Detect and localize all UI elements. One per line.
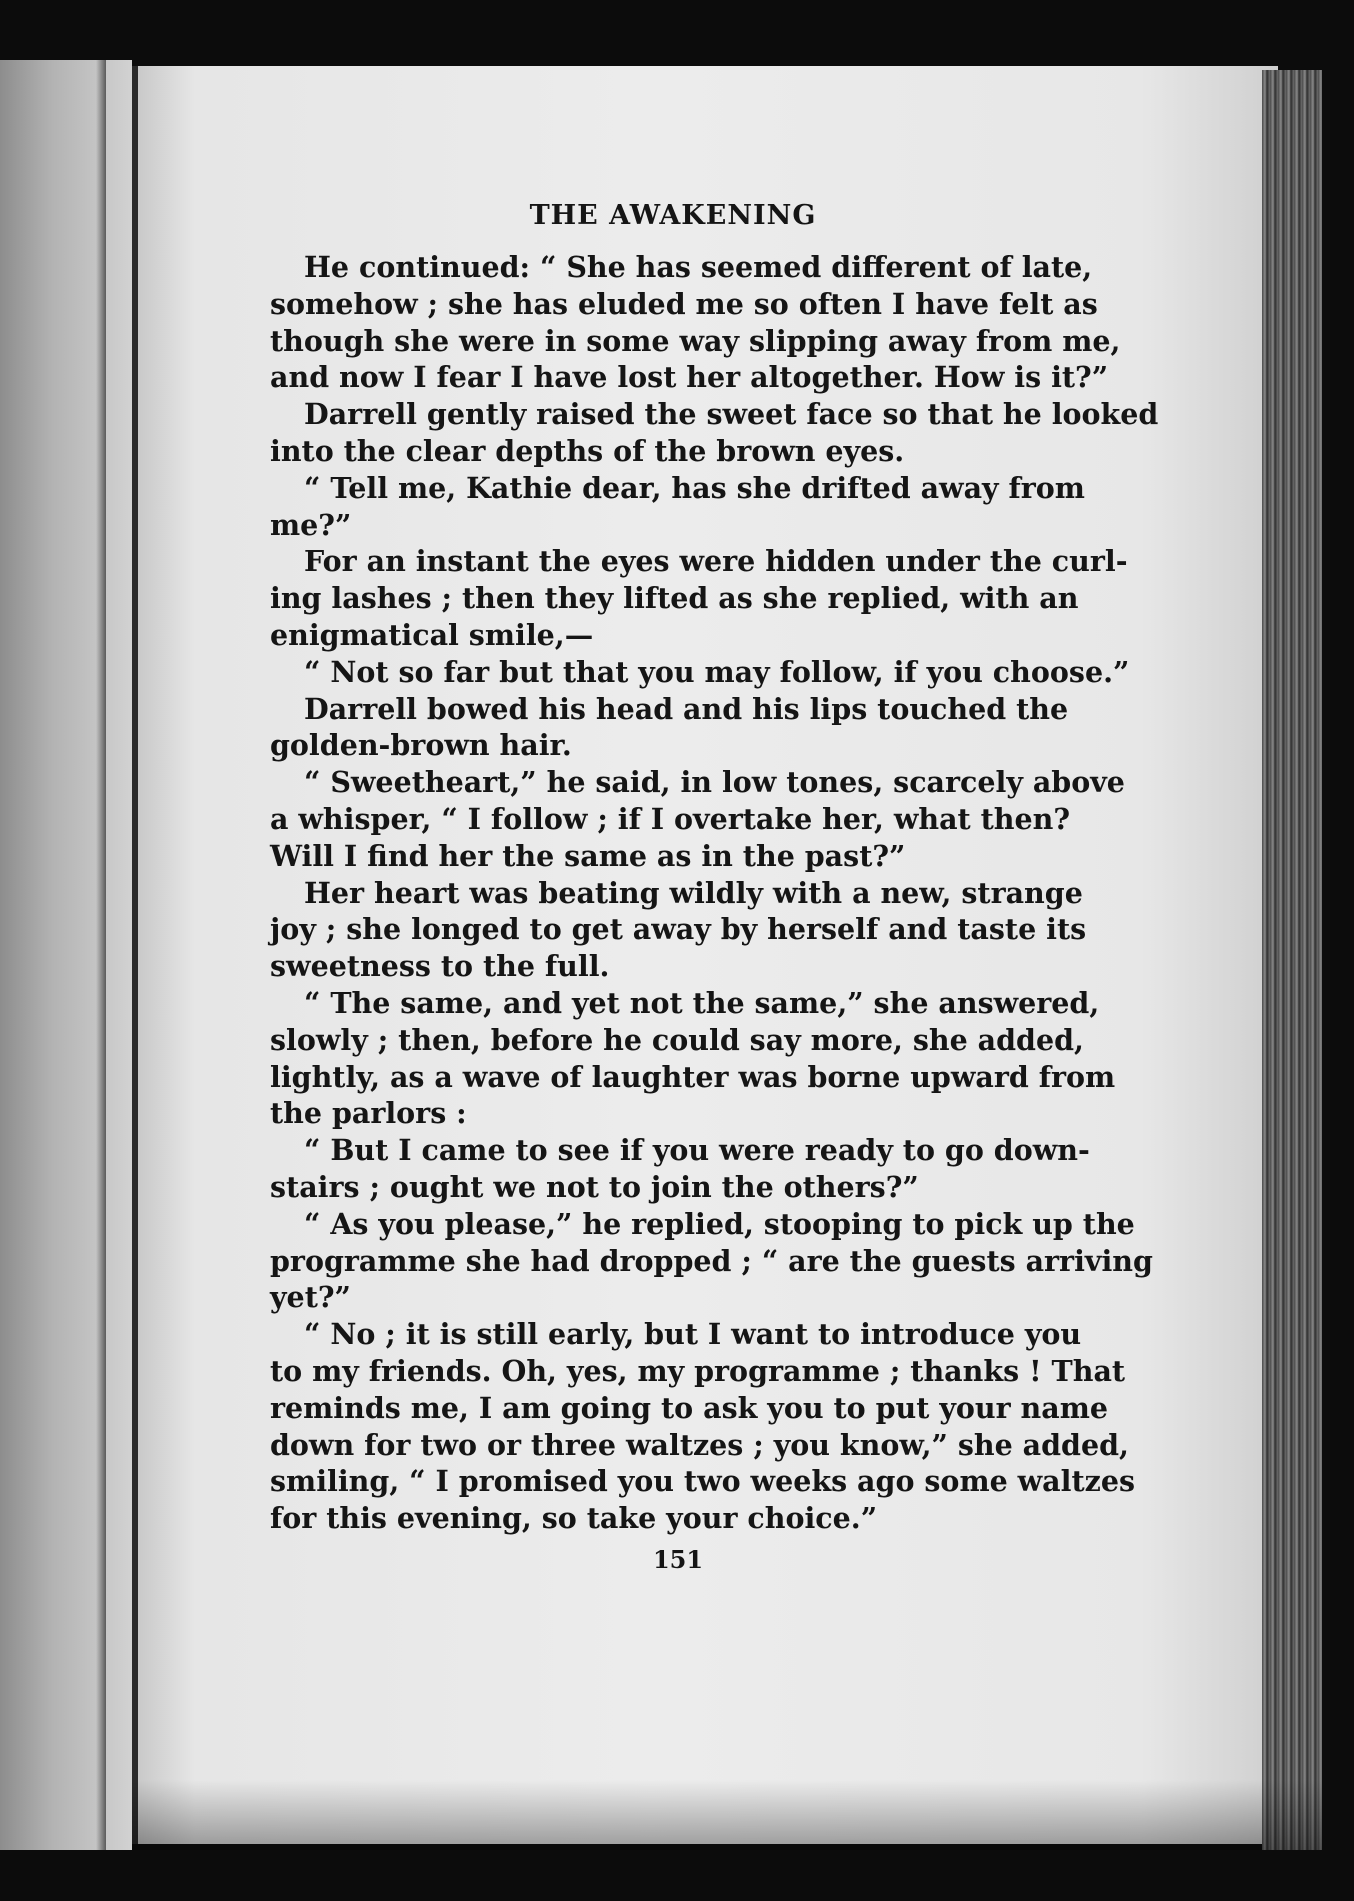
running-head: THE AWAKENING [529, 200, 817, 231]
text-line: Darrell bowed his head and his lips touched the [304, 691, 1069, 726]
text-line: golden-brown hair. [270, 728, 572, 763]
text-line: “ Sweetheart,” he said, in low tones, scarcely above [304, 765, 1125, 800]
left-page-edge [0, 60, 132, 1850]
text-line: though she were in some way slipping away from me, [270, 323, 1121, 358]
text-line: yet?” [270, 1280, 351, 1315]
text-line: a whisper, “ I follow ; if I overtake her, what then? [270, 801, 1071, 836]
text-line: “ But I came to see if you were ready to go down- [304, 1133, 1090, 1168]
text-line: Will I find her the same as in the past?” [270, 838, 906, 873]
text-line: enigmatical smile,— [270, 617, 594, 652]
text-line: Darrell gently raised the sweet face so that he looked [304, 397, 1159, 432]
text-line: “ Not so far but that you may follow, if you choose.” [304, 654, 1130, 689]
text-line: stairs ; ought we not to join the others?” [270, 1169, 919, 1204]
text-line: programme she had dropped ; “ are the guests arriving [270, 1243, 1153, 1278]
text-line: for this evening, so take your choice.” [270, 1501, 878, 1536]
text-line: lightly, as a wave of laughter was borne upward from [270, 1059, 1116, 1094]
page-stack-edge [1262, 70, 1322, 1850]
text-line: reminds me, I am going to ask you to put your name [270, 1390, 1109, 1425]
text-line: “ No ; it is still early, but I want to introduce you [304, 1317, 1082, 1352]
text-line: “ The same, and yet not the same,” she answered, [304, 985, 1100, 1020]
text-line: “ As you please,” he replied, stooping to pick up the [304, 1206, 1135, 1241]
text-line: slowly ; then, before he could say more, she added, [270, 1022, 1084, 1057]
text-line: the parlors : [270, 1096, 467, 1131]
text-line: Her heart was beating wildly with a new, strange [304, 875, 1083, 910]
text-line: to my friends. Oh, yes, my programme ; thanks ! That [270, 1353, 1126, 1388]
text-line: joy ; she longed to get away by herself and taste its [270, 912, 1087, 947]
text-line: and now I fear I have lost her altogether. How is it?” [270, 360, 1109, 395]
page-bottom-shadow [132, 1780, 1322, 1850]
text-line: “ Tell me, Kathie dear, has she drifted away from [304, 470, 1085, 505]
gutter-shadow [96, 60, 106, 1850]
page-text-block [270, 200, 1159, 1574]
text-line: For an instant the eyes were hidden under the curl- [304, 544, 1128, 579]
text-line: sweetness to the full. [270, 949, 610, 984]
page-number: 151 [652, 1544, 704, 1574]
text-line: into the clear depths of the brown eyes. [270, 433, 905, 468]
text-line: ing lashes ; then they lifted as she replied, with an [270, 581, 1079, 616]
text-line: me?” [270, 507, 352, 542]
text-line: He continued: “ She has seemed different of late, [304, 250, 1093, 284]
text-line: smiling, “ I promised you two weeks ago some waltzes [270, 1464, 1136, 1499]
text-line: down for two or three waltzes ; you know,” she added, [270, 1427, 1129, 1462]
text-line: somehow ; she has eluded me so often I have felt as [270, 286, 1098, 321]
